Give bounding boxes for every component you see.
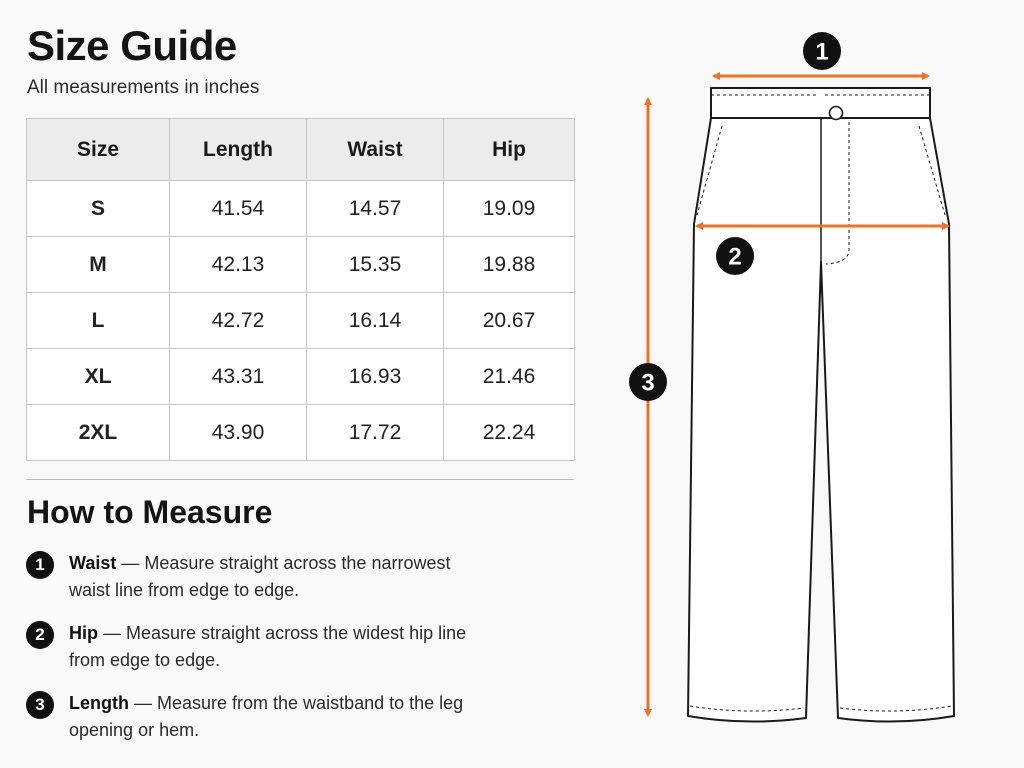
length-cell: 41.54 [170,181,307,237]
length-callout-number: 3 [641,369,655,397]
hip-callout-badge [716,237,754,275]
step-number-badge: 1 [26,551,54,579]
length-cell: 42.72 [170,293,307,349]
length-cell: 43.90 [170,405,307,461]
hip-cell: 19.88 [444,237,575,293]
waist-callout-number: 1 [815,38,829,66]
waist-cell: 17.72 [307,405,444,461]
page-subtitle: All measurements in inches [27,77,260,98]
hip-cell: 21.46 [444,349,575,405]
step-description: — Measure straight across the narrowest waist line from edge to edge. [69,553,451,600]
size-cell: S [27,181,170,237]
length-cell: 42.13 [170,237,307,293]
length-callout-badge [629,363,667,401]
column-header-size: Size [27,119,170,181]
hip-callout-number: 2 [728,243,742,271]
size-cell: XL [27,349,170,405]
hip-cell: 19.09 [444,181,575,237]
button-icon [830,107,843,120]
size-cell: M [27,237,170,293]
waist-cell: 15.35 [307,237,444,293]
how-to-measure-heading: How to Measure [27,494,273,530]
step-label: Hip [69,623,98,643]
length-cell: 43.31 [170,349,307,405]
hip-cell: 20.67 [444,293,575,349]
waist-callout-badge [803,32,841,70]
step-number-badge: 3 [26,691,54,719]
step-number-badge: 2 [26,621,54,649]
step-description: — Measure from the waistband to the leg opening or hem. [69,693,464,740]
waist-cell: 16.93 [307,349,444,405]
column-header-length: Length [170,119,307,181]
column-header-waist: Waist [307,119,444,181]
column-header-hip: Hip [444,119,575,181]
step-label: Waist [69,553,117,573]
step-description: — Measure straight across the widest hip line from edge to edge. [69,623,467,670]
size-cell: L [27,293,170,349]
hip-cell: 22.24 [444,405,575,461]
size-cell: 2XL [27,405,170,461]
waist-cell: 16.14 [307,293,444,349]
page-title: Size Guide [27,22,237,69]
waist-cell: 14.57 [307,181,444,237]
waistband [711,88,930,118]
step-label: Length [69,693,129,713]
